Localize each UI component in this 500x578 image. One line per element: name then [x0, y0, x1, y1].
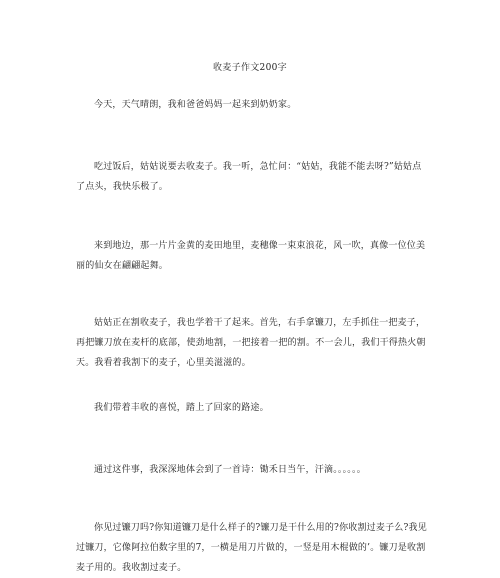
- paragraph-5: 我们带着丰收的喜悦，踏上了回家的路途。: [94, 403, 269, 413]
- paragraph-3: 来到地边，那一片片金黄的麦田地里，麦穗像一束束浪花，风一吹，真像一位位美丽的仙女在翩翩起舞。: [76, 241, 426, 271]
- paragraph-1: 今天，天气晴朗，我和爸爸妈妈一起来到奶奶家。: [94, 100, 297, 110]
- paragraph-7: 你见过镰刀吗?你知道镰刀是什么样子的?镰刀是干什么用的?你收割过麦子么?我见过镰刀，它像阿拉伯数字里的7，一横是用刀片做的，一竖是用木棍做的’。镰刀是收割麦子用的。我收割过麦子。: [76, 523, 427, 573]
- paragraph-6: 通过这件事，我深深地体会到了一首诗：锄禾日当午，汗滴。。。。。。: [94, 465, 366, 475]
- document-title: 收麦子作文200字: [213, 63, 287, 73]
- paragraph-2: 吃过饭后，姑姑说要去收麦子。我一听，急忙问：“姑姑，我能不能去呀?”姑姑点了点头，我快乐极了。: [76, 162, 422, 192]
- paragraph-4: 姑姑正在割收麦子，我也学着干了起来。首先，右手拿镰刀，左手抓住一把麦子，再把镰刀放在麦杆的底部，使劲地割，一把接着一把的割。不一会儿，我们干得热火朝天。我看着我割下的麦子，心里美滋滋的。: [76, 318, 426, 368]
